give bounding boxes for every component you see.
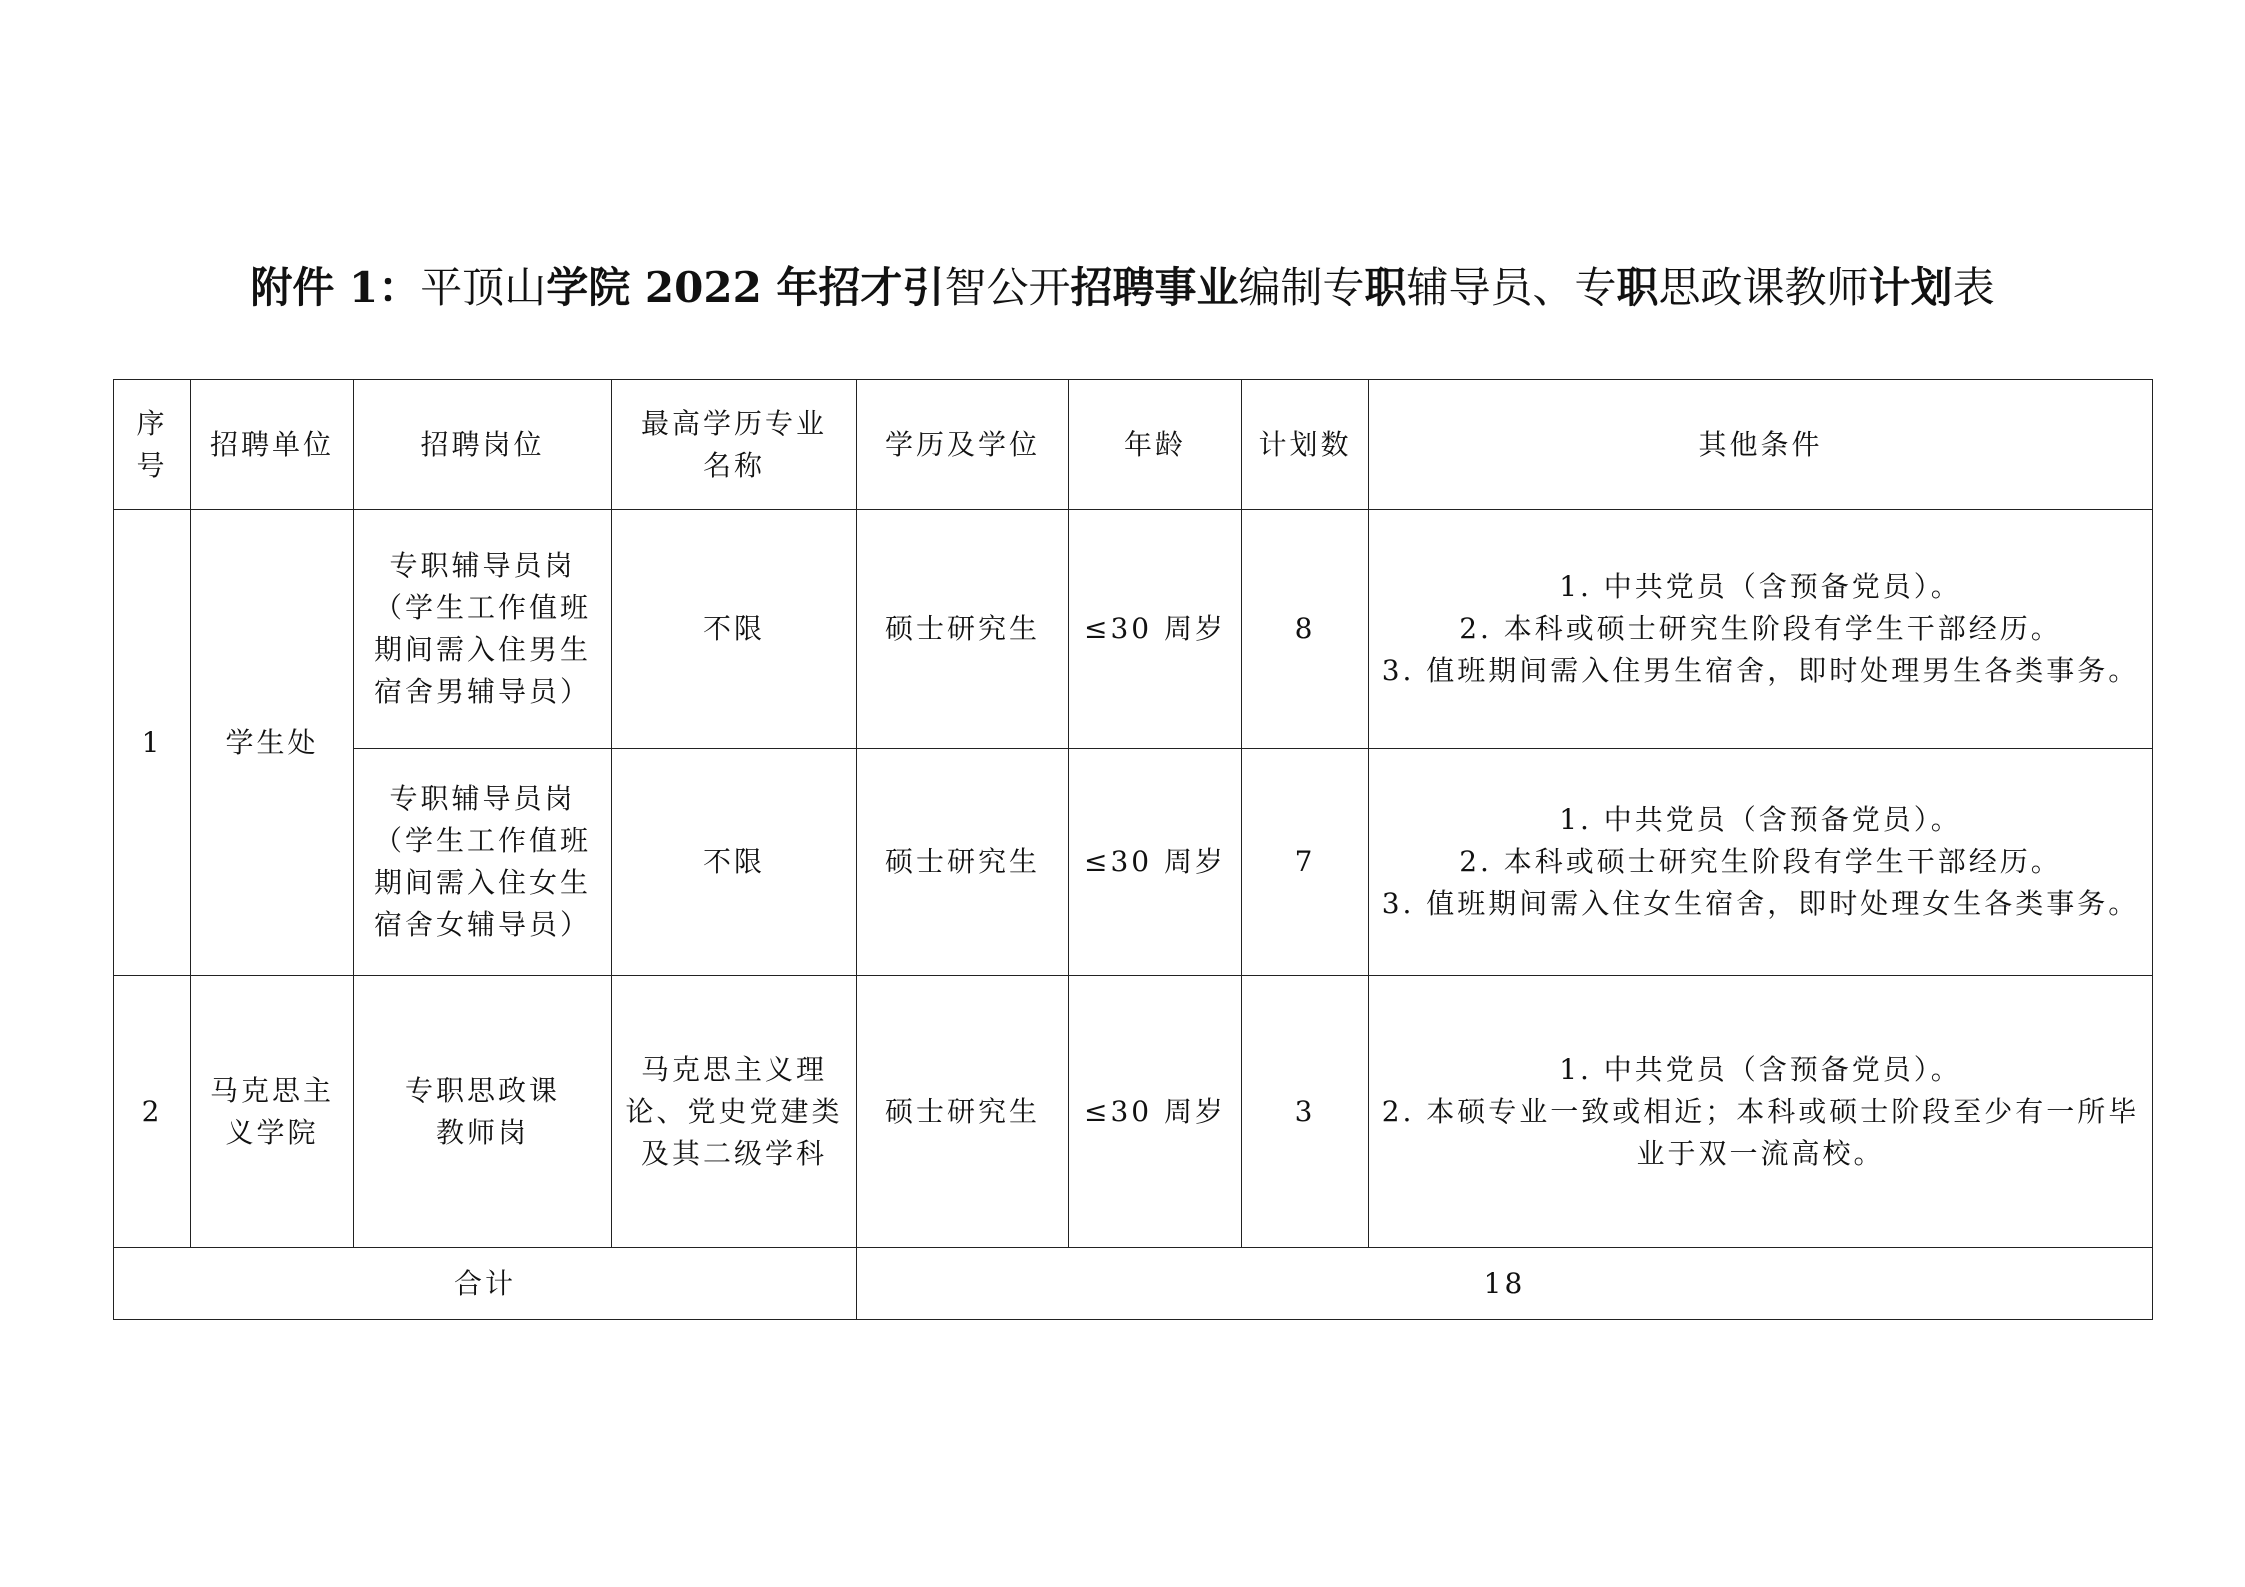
title-part: 智公开	[944, 263, 1071, 312]
major-line: 不限	[702, 845, 765, 878]
condition-line: 2. 本科或硕士研究生阶段有学生干部经历。	[1459, 612, 2062, 645]
major-line: 论、党史党建类	[625, 1094, 843, 1128]
title-part: 辅导员、专	[1406, 263, 1617, 312]
title-part: 招聘事业	[1070, 263, 1239, 312]
condition-line: 3. 值班期间需入住女生宿舍，即时处理女生各类事务。	[1381, 887, 2140, 920]
title-part: 附件 1：	[250, 263, 421, 312]
major-cell	[612, 510, 857, 749]
recruitment-plan-table	[113, 379, 2153, 1320]
conditions-cell	[1369, 976, 2153, 1248]
position-line: 专职辅导员岗	[389, 782, 576, 815]
unit-line: 义学院	[225, 1115, 319, 1149]
header-major-line: 最高学历专业	[640, 406, 827, 440]
position-cell	[354, 510, 612, 749]
position-cell	[354, 976, 612, 1248]
unit-cell	[191, 976, 354, 1248]
header-seq	[114, 380, 191, 510]
age-cell: ≤30 周岁	[1069, 749, 1242, 976]
count-cell: 8	[1242, 510, 1369, 749]
title-part: 计划	[1868, 263, 1953, 312]
unit-line: 学生处	[225, 725, 319, 759]
conditions-cell	[1369, 510, 2153, 749]
title-part: 平顶山	[420, 263, 547, 312]
position-line: 专职思政课	[404, 1073, 560, 1107]
count-cell: 7	[1242, 749, 1369, 976]
condition-line: 1. 中共党员（含预备党员）。	[1559, 1052, 1962, 1086]
position-cell	[354, 749, 612, 976]
total-row	[114, 1248, 2153, 1320]
major-line: 不限	[702, 612, 765, 645]
title-part: 编制专	[1238, 263, 1365, 312]
title-part: 思政课教师	[1658, 263, 1869, 312]
header-conditions: 其他条件	[1369, 380, 2153, 510]
degree-cell: 硕士研究生	[857, 976, 1069, 1248]
header-degree: 学历及学位	[857, 380, 1069, 510]
header-position: 招聘岗位	[354, 380, 612, 510]
condition-line: 业于双一流高校。	[1636, 1136, 1885, 1170]
condition-line: 1. 中共党员（含预备党员）。	[1559, 803, 1962, 836]
position-line: （学生工作值班	[373, 591, 591, 624]
age-cell: ≤30 周岁	[1069, 510, 1242, 749]
position-line: 专职辅导员岗	[389, 549, 576, 582]
header-unit: 招聘单位	[191, 380, 354, 510]
seq-cell: 1	[114, 510, 191, 976]
table-row	[114, 749, 2153, 976]
major-cell	[612, 976, 857, 1248]
condition-line: 3. 值班期间需入住男生宿舍，即时处理男生各类事务。	[1381, 654, 2140, 687]
title-part: 职	[1616, 263, 1659, 312]
position-line: 宿舍女辅导员）	[373, 908, 591, 941]
degree-cell: 硕士研究生	[857, 749, 1069, 976]
header-age: 年龄	[1069, 380, 1242, 510]
major-line: 及其二级学科	[640, 1136, 827, 1170]
condition-line: 2. 本科或硕士研究生阶段有学生干部经历。	[1459, 845, 2062, 878]
unit-cell	[191, 510, 354, 976]
title-part: 职	[1364, 263, 1407, 312]
position-line: 教师岗	[435, 1115, 529, 1149]
unit-line: 马克思主	[209, 1073, 334, 1107]
header-count: 计划数	[1242, 380, 1369, 510]
total-value: 18	[857, 1248, 2153, 1320]
seq-cell: 2	[114, 976, 191, 1248]
title-part: 表	[1952, 263, 1995, 312]
header-seq-line: 号	[136, 448, 168, 482]
degree-cell: 硕士研究生	[857, 510, 1069, 749]
page-title	[0, 258, 2245, 318]
major-line: 马克思主义理	[640, 1052, 827, 1086]
header-seq-line: 序	[136, 406, 168, 440]
table-row	[114, 510, 2153, 749]
condition-line: 1. 中共党员（含预备党员）。	[1559, 570, 1962, 603]
header-major	[612, 380, 857, 510]
count-cell: 3	[1242, 976, 1369, 1248]
table-row	[114, 976, 2153, 1248]
header-row	[114, 380, 2153, 510]
total-label: 合计	[114, 1248, 857, 1320]
header-major-line: 名称	[702, 448, 765, 482]
major-cell	[612, 749, 857, 976]
position-line: 期间需入住女生	[373, 866, 591, 899]
title-part: 学院 2022 年招才引	[546, 263, 945, 312]
conditions-cell	[1369, 749, 2153, 976]
position-line: 期间需入住男生	[373, 633, 591, 666]
age-cell: ≤30 周岁	[1069, 976, 1242, 1248]
condition-line: 2. 本硕专业一致或相近；本科或硕士阶段至少有一所毕	[1381, 1094, 2140, 1128]
position-line: 宿舍男辅导员）	[373, 675, 591, 708]
position-line: （学生工作值班	[373, 824, 591, 857]
